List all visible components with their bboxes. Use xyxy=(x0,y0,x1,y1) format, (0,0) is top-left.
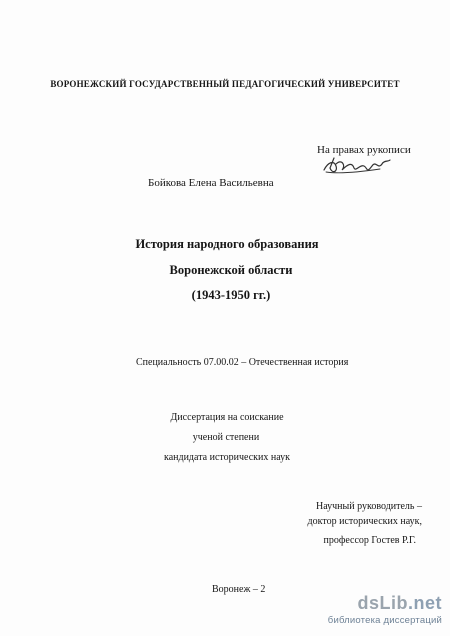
supervisor-line-3: профессор Гостев Р.Г. xyxy=(323,535,416,546)
manuscript-rights-note: На правах рукописи xyxy=(317,144,411,156)
dissertation-line-2: ученой степени xyxy=(192,432,260,443)
watermark-logo xyxy=(328,593,442,614)
author-name: Бойкова Елена Васильевна xyxy=(148,177,274,189)
dissertation-line-1: Диссертация на соискание xyxy=(170,412,284,423)
dslib-watermark xyxy=(328,593,442,626)
title-line-1: История народного образования xyxy=(135,237,319,251)
city-year: Воронеж – 2 xyxy=(212,584,266,595)
supervisor-line-1: Научный руководитель – xyxy=(316,501,422,512)
title-line-3: (1943-1950 гг.) xyxy=(191,288,271,302)
supervisor-line-2: доктор исторических наук, xyxy=(307,516,422,527)
specialty-line: Специальность 07.00.02 – Отечественная история xyxy=(136,357,349,368)
watermark-subtitle: библиотека диссертаций xyxy=(327,615,442,626)
watermark-logo-tld: .net xyxy=(407,593,442,613)
title-line-2: Воронежской области xyxy=(169,263,293,277)
dissertation-line-3: кандидата исторических наук xyxy=(163,452,291,463)
watermark-logo-main: dsLib xyxy=(357,593,408,613)
university-name: ВОРОНЕЖСКИЙ ГОСУДАРСТВЕННЫЙ ПЕДАГОГИЧЕСКИЙ УНИВЕРСИТЕТ xyxy=(50,79,400,89)
handwritten-signature xyxy=(320,152,395,180)
